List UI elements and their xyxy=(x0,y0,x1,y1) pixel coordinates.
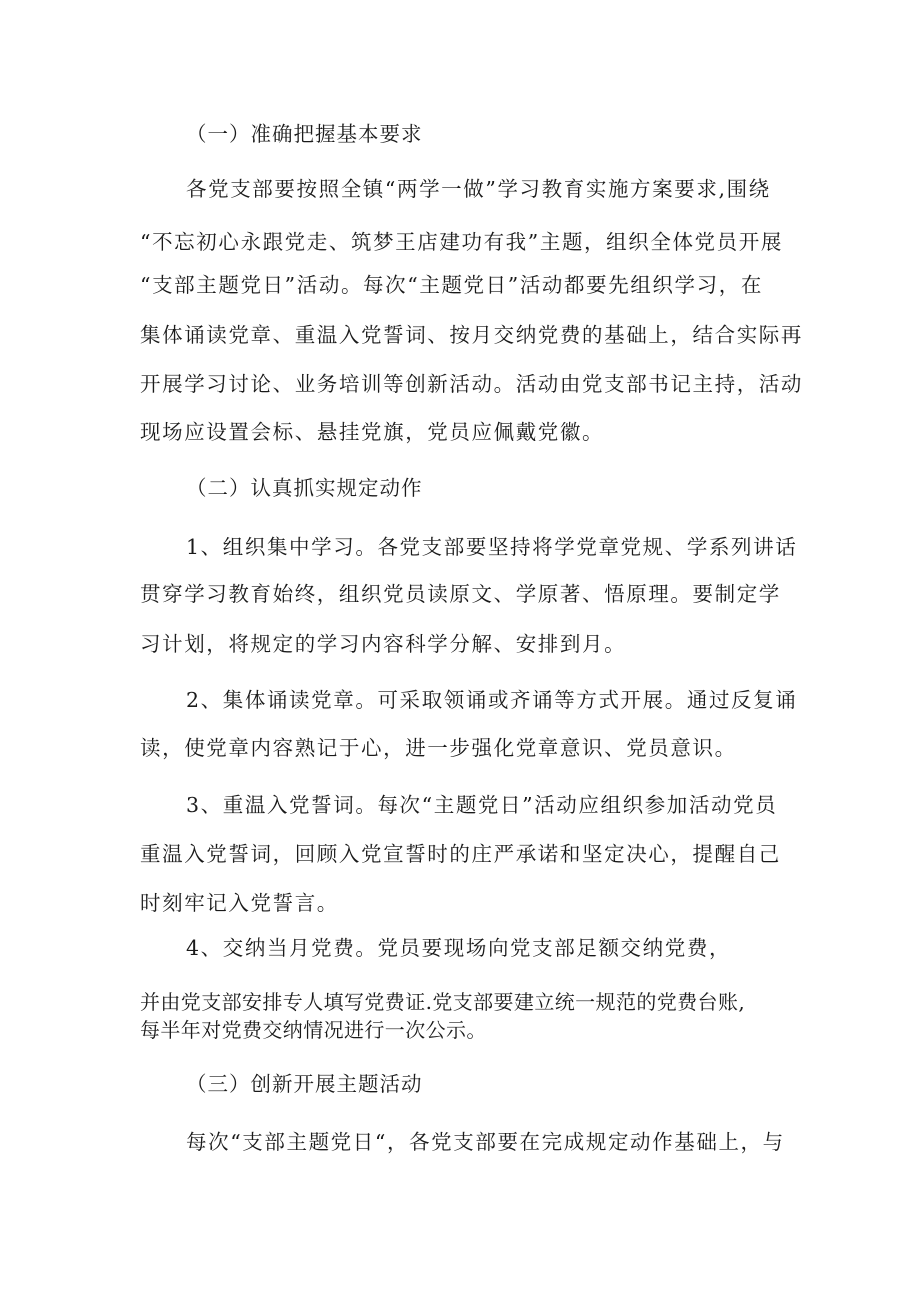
paragraph-line: 现场应设置会标、悬挂党旗，党员应佩戴党徽。 xyxy=(140,420,605,444)
paragraph-line: 1、组织集中学习。各党支部要坚持将学党章党规、学系列讲话 xyxy=(186,535,798,559)
paragraph-line: 4、交纳当月党费。党员要现场向党支部足额交纳党费， xyxy=(186,936,732,960)
paragraph-line: 各党支部要按照全镇“两学一做”学习教育实施方案要求,围绕 xyxy=(186,177,771,201)
paragraph-line: “不忘初心永跟党走、筑梦王店建功有我”主题，组织全体党员开展 xyxy=(140,230,783,254)
section-heading-3: （三）创新开展主题活动 xyxy=(186,1072,423,1096)
paragraph-line: 集体诵读党章、重温入党誓词、按月交纳党费的基础上，结合实际再 xyxy=(140,323,803,347)
paragraph-line: 读，使党章内容熟记于心，进一步强化党章意识、党员意识。 xyxy=(140,736,737,760)
paragraph-line: “支部主题党日”活动。每次“主题党日”活动都要先组织学习，在 xyxy=(140,273,763,297)
paragraph-line: 贯穿学习教育始终，组织党员读原文、学原著、悟原理。要制定学 xyxy=(140,582,781,606)
paragraph-line: 重温入党誓词，回顾入党宣誓时的庄严承诺和坚定决心，提醒自己 xyxy=(140,842,781,866)
paragraph-line: 时刻牢记入党誓言。 xyxy=(140,891,339,915)
paragraph-line: 每半年对党费交纳情况进行一次公示。 xyxy=(140,1018,487,1042)
paragraph-line: 开展学习讨论、业务培训等创新活动。活动由党支部书记主持，活动 xyxy=(140,372,803,396)
section-heading-2: （二）认真抓实规定动作 xyxy=(186,476,423,500)
paragraph-line: 2、集体诵读党章。可采取领诵或齐诵等方式开展。通过反复诵 xyxy=(186,688,798,712)
paragraph-line: 3、重温入党誓词。每次“主题党日”活动应组织参加活动党员 xyxy=(186,793,778,817)
paragraph-line: 每次“支部主题党日“，各党支部要在完成规定动作基础上，与 xyxy=(186,1130,785,1154)
paragraph-line: 并由党支部安排专人填写党费证.党支部要建立统一规范的党费台账, xyxy=(140,990,746,1014)
section-heading-1: （一）准确把握基本要求 xyxy=(186,122,423,146)
paragraph-line: 习计划，将规定的学习内容科学分解、安排到月。 xyxy=(140,632,627,656)
